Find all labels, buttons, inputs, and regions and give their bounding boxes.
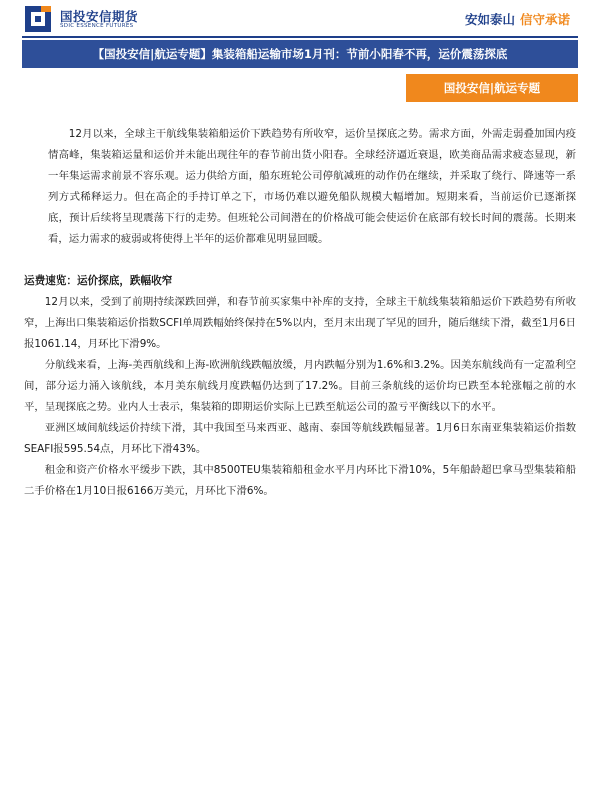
logo-text-en: SDIC ESSENCE FUTURES — [60, 23, 134, 29]
slogan — [465, 10, 570, 28]
body-paragraph: 12月以来，受到了前期持续深跌回弹，和春节前买家集中补库的支持，全球主干航线集装箱船运价下跌趋势有所收窄，上海出口集装箱运价指数SCFI单周跌幅始终保持在5%以内，至月末出现了罕见的回升，随后继续下滑，截至1月6日报1061.14，月环比下滑9%。 — [24, 296, 576, 350]
category-tag: 国投安信|航运专题 — [406, 74, 578, 102]
logo-icon — [24, 5, 54, 33]
article-body — [24, 124, 576, 502]
logo-text-cn: 国投安信期货 — [60, 9, 139, 24]
company-logo — [24, 4, 174, 34]
slogan-primary: 安如泰山 — [464, 12, 515, 27]
slogan-accent: 信守承诺 — [519, 12, 570, 27]
section-heading: 运费速览：运价探底，跌幅收窄 — [24, 275, 173, 287]
body-paragraph: 租金和资产价格水平缓步下跌，其中8500TEU集装箱船租金水平月内环比下滑10%，5年船龄超巴拿马型集装箱船二手价格在1月10日报6166万美元，月环比下滑6%。 — [24, 464, 576, 497]
page-header — [0, 0, 600, 38]
page-title: 【国投安信|航运专题】集装箱船运输市场1月刊：节前小阳春不再，运价震荡探底 — [22, 40, 578, 68]
body-paragraph: 分航线来看，上海-美西航线和上海-欧洲航线跌幅放缓，月内跌幅分别为1.6%和3.2%。因美东航线尚有一定盈利空间，部分运力涌入该航线，本月美东航线月度跌幅仍达到了17.2%。目前三条航线的运价均已跌至本轮涨幅之前的水平，呈现探底之势。业内人士表示，集装箱的即期运价实际上已跌至航运公司的盈亏平衡线以下的水平。 — [24, 359, 576, 413]
header-divider — [22, 36, 578, 38]
intro-paragraph: 12月以来，全球主干航线集装箱船运价下跌趋势有所收窄，运价呈探底之势。需求方面，外需走弱叠加国内疫情高峰，集装箱运量和运价并未能出现往年的春节前出货小阳春。全球经济逼近衰退，欧美商品需求疲态显现，新一年集运需求前景不容乐观。运力供给方面，船东班轮公司停航减班的动作仍在继续，并采取了绕行、降速等一系列方式稀释运力。但在高企的手持订单之下，市场仍难以避免船队规模大幅增加。短期来看，当前运价已逐渐探底，预计后续将呈现震荡下行的走势。但班轮公司间潜在的价格战可能会使运价在底部有较长时间的震荡。长期来看，运力需求的疲弱或将使得上半年的运价都难见明显回暖。 — [48, 128, 576, 245]
body-paragraph: 亚洲区域间航线运价持续下滑，其中我国至马来西亚、越南、泰国等航线跌幅显著。1月6日东南亚集装箱运价指数SEAFI报595.54点，月环比下滑43%。 — [24, 422, 576, 455]
